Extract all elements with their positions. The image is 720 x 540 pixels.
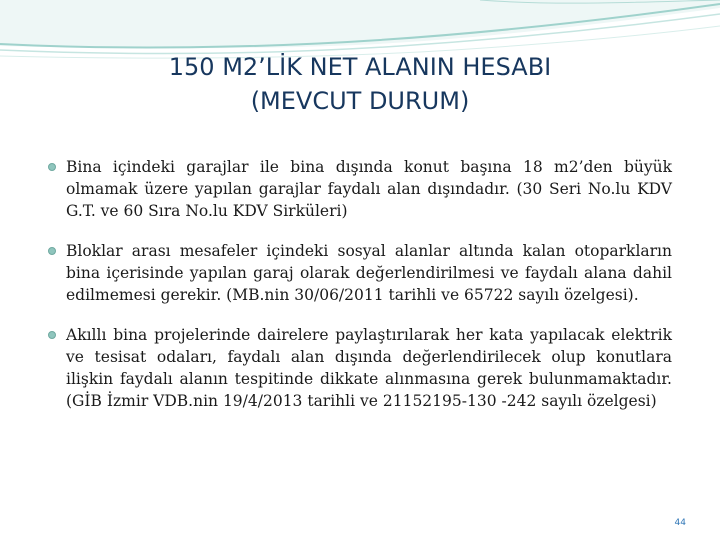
bullet-list — [48, 156, 672, 430]
title-line-2: (MEVCUT DURUM) — [250, 87, 470, 115]
bullet-text: Bloklar arası mesafeler içindeki sosyal alanlar altında kalan otoparkların bina içerisinde yapılan garaj olarak değerlendirilmesi ve faydalı alana dahil edilmemesi gerekir. (MB.nin 30/06/2011 tarihli ve 65722 sayılı özelgesi). — [66, 242, 672, 304]
bullet-item — [48, 324, 672, 412]
bullet-dot-icon — [48, 247, 56, 255]
bullet-item — [48, 156, 672, 222]
bullet-text: Akıllı bina projelerinde dairelere paylaştırılarak her kata yapılacak elektrik ve tesisat odaları, faydalı alan dışında değerlendirilecek olup konutlara ilişkin faydalı alanın tespitinde dikkate alınmasına gerek bulunmamaktadır. (GİB İzmir VDB.nin 19/4/2013 tarihli ve 21152195-130 -242 sayılı özelgesi) — [66, 326, 672, 410]
bullet-dot-icon — [48, 331, 56, 339]
page-number: 44 — [674, 518, 686, 528]
bullet-text: Bina içindeki garajlar ile bina dışında konut başına 18 m2’den büyük olmamak üzere yapılan garajlar faydalı alan dışındadır. (30 Seri No.lu KDV G.T. ve 60 Sıra No.lu KDV Sirküleri) — [66, 158, 672, 220]
title-line-1: 150 M2’LİK NET ALANIN HESABI — [168, 53, 552, 81]
bullet-dot-icon — [48, 163, 56, 171]
slide-title — [60, 50, 660, 118]
bullet-item — [48, 240, 672, 306]
